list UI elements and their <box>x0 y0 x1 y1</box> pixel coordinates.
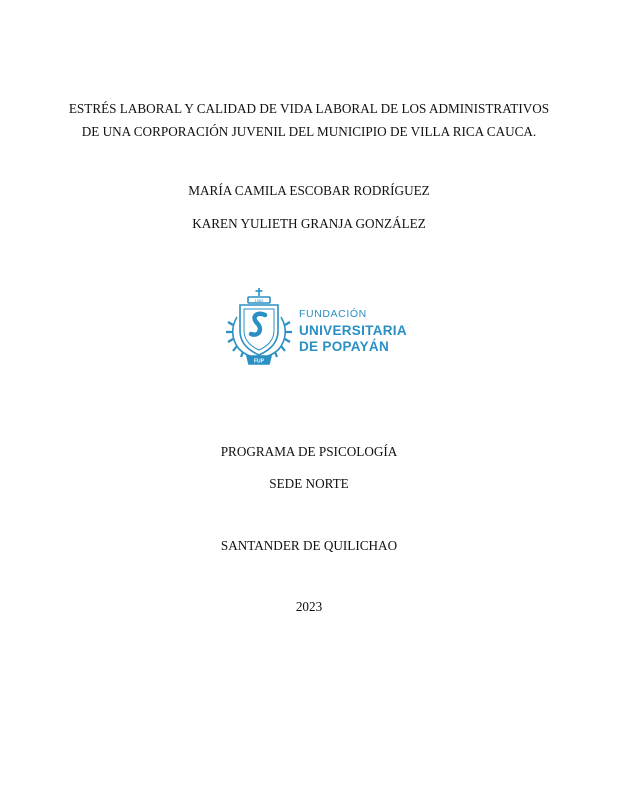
author-2: KAREN YULIETH GRANJA GONZÁLEZ <box>192 216 426 231</box>
logo-line-1: FUNDACIÓN <box>299 308 367 320</box>
year: 2023 <box>295 599 323 614</box>
crest-year: 1982 <box>254 298 264 303</box>
city-name: SANTANDER DE QUILICHAO <box>220 538 398 553</box>
title-line-1: ESTRÉS LABORAL Y CALIDAD DE VIDA LABORAL DE LOS ADMINISTRATIVOS <box>68 101 550 116</box>
author-1: MARÍA CAMILA ESCOBAR RODRÍGUEZ <box>188 183 430 198</box>
university-crest-icon <box>223 287 293 367</box>
university-logo <box>223 287 407 367</box>
title-line-2: DE UNA CORPORACIÓN JUVENIL DEL MUNICIPIO DE VILLA RICA CAUCA. <box>81 124 537 139</box>
logo-line-2: UNIVERSITARIA <box>299 322 407 338</box>
ribbon-text: FUP <box>254 358 264 365</box>
program-name: PROGRAMA DE PSICOLOGÍA <box>220 444 398 459</box>
logo-line-3: DE POPAYÁN <box>299 339 390 354</box>
campus-name: SEDE NORTE <box>269 476 349 491</box>
logo-wordmark <box>299 309 407 354</box>
